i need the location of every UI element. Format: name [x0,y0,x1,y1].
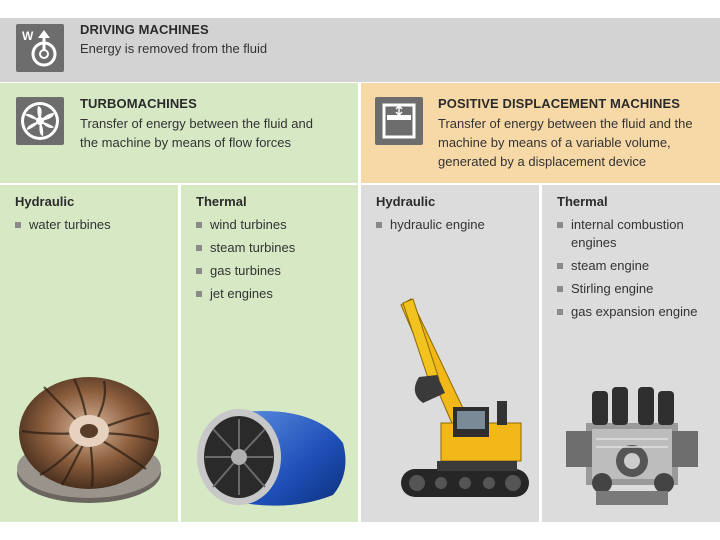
positive-displacement-desc-line-2: machine by means of a variable volume, [438,135,671,150]
list-item: Stirling engine [557,280,717,298]
list-item: water turbines [15,216,175,234]
list-item: steam engine [557,257,717,275]
w-letter: W [22,29,34,43]
column-heading: Thermal [557,194,608,209]
column-heading: Thermal [196,194,247,209]
list-item: gas expansion engine [557,303,717,321]
water-turbine-runner-illustration [14,373,164,511]
piston-icon [375,97,423,145]
column-turbo-hydraulic [0,185,178,522]
diagram-frame [0,18,720,522]
column-positive-hydraulic [361,185,539,522]
column-heading: Hydraulic [15,194,75,209]
item-list [196,216,356,308]
driving-machines-panel [0,18,720,82]
driving-machine-icon [16,24,64,72]
combustion-engine-illustration [556,383,708,509]
turbomachines-desc-line-1: Transfer of energy between the fluid and [80,116,313,131]
positive-displacement-desc-line-1: Transfer of energy between the fluid and the [438,116,693,131]
list-item: wind turbines [196,216,356,234]
item-list [557,216,717,326]
turbomachines-desc-line-2: the machine by means of flow forces [80,135,291,150]
positive-displacement-panel [361,83,720,183]
list-item: jet engines [196,285,356,303]
driving-machines-title: DRIVING MACHINES [80,22,209,37]
list-item: steam turbines [196,239,356,257]
column-turbo-thermal [181,185,358,522]
item-list [376,216,536,239]
column-positive-thermal [542,185,720,522]
jet-engine-illustration [193,403,351,511]
positive-displacement-title: POSITIVE DISPLACEMENT MACHINES [438,96,681,111]
excavator-illustration [379,285,529,509]
turbomachines-panel [0,83,358,183]
list-item: hydraulic engine [376,216,536,234]
list-item: gas turbines [196,262,356,280]
turbomachines-title: TURBOMACHINES [80,96,197,111]
list-item: internal combustion engines [557,216,717,252]
item-list [15,216,175,239]
turbine-icon [16,97,64,145]
driving-machines-desc: Energy is removed from the fluid [80,41,268,56]
positive-displacement-desc-line-3: generated by a displacement device [438,154,647,169]
column-heading: Hydraulic [376,194,436,209]
